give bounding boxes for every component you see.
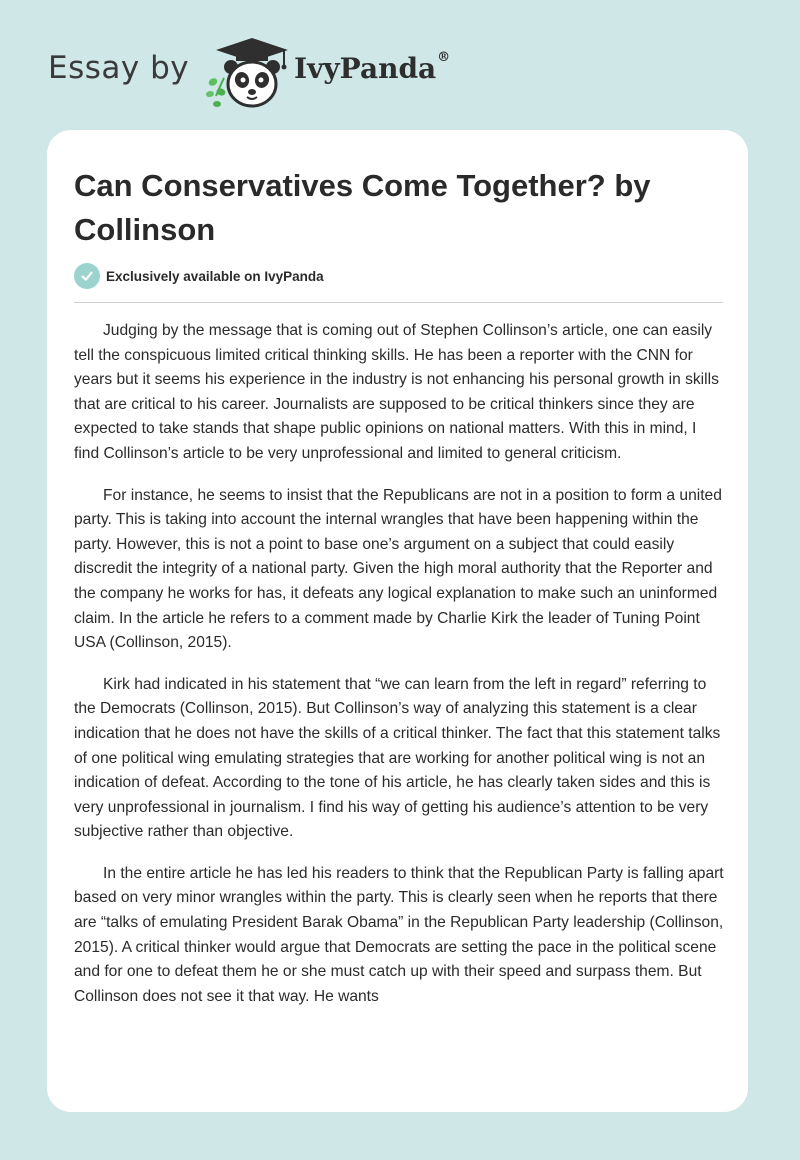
exclusive-badge-text: Exclusively available on IvyPanda — [106, 268, 324, 284]
site-header — [0, 0, 800, 130]
paragraph: For instance, he seems to insist that the Republicans are not in a position to form a united party. This is taking into account the internal wrangles that have been happening within the party. However, this is not a point to base one’s argument on a subject that could easily discredit the integrity of a national party. Given the high moral authority that the Reporter and the company he works for has, it defeats any logical explanation to make such an uninformed claim. In the article he refers to a comment made by Charlie Kirk the leader of Tuning Point USA (Collinson, 2015). — [74, 486, 722, 652]
essay-by-label: Essay by — [48, 50, 190, 86]
divider — [74, 302, 723, 303]
essay-card — [47, 130, 748, 1112]
paragraph: In the entire article he has led his readers to think that the Republican Party is falling apart based on very minor wrangles within the party. This is clearly seen when he reports that there are “talks of emulating President Barak Obama” in the Republican Party leadership (Collinson, 2015). A critical thinker would argue that Democrats are setting the pace in the political scene and for one to defeat them he or she must catch up with their speed and surpass them. But Collinson does not see it that way. He wants — [74, 864, 724, 1005]
essay-body — [74, 319, 725, 1026]
brand-name[interactable] — [294, 52, 450, 85]
registered-mark: ® — [437, 50, 451, 65]
essay-title: Can Conservatives Come Together? by Collinson — [74, 168, 651, 247]
paragraph: Judging by the message that is coming out of Stephen Collinson’s article, one can easily tell the conspicuous limited critical thinking skills. He has been a reporter with the CNN for years but it seems his experience in the industry is not enhancing his personal growth in skills that are critical to his career. Journalists are supposed to be critical thinkers since they are expected to take stands that shape public opinions on national matters. With this in mind, I find Collinson’s article to be very unprofessional and limited to general criticism. — [74, 322, 719, 462]
check-icon — [74, 263, 100, 289]
exclusive-badge — [74, 263, 324, 289]
paragraph: Kirk had indicated in his statement that “we can learn from the left in regard” referring to the Democrats (Collinson, 2015). But Collinson’s way of analyzing this statement is a clear indication that he does not have the skills of a critical thinker. The fact that this statement talks of one political wing emulating strategies that are working for another political wing is not an indication of defeat. According to the tone of his article, he has clearly taken sides and this is very unprofessional in journalism. I find his way of getting his audience’s attention to be very subjective rather than objective. — [74, 675, 721, 841]
panda-graduate-icon[interactable] — [200, 34, 296, 110]
brand-name-text: IvyPanda — [294, 52, 437, 85]
